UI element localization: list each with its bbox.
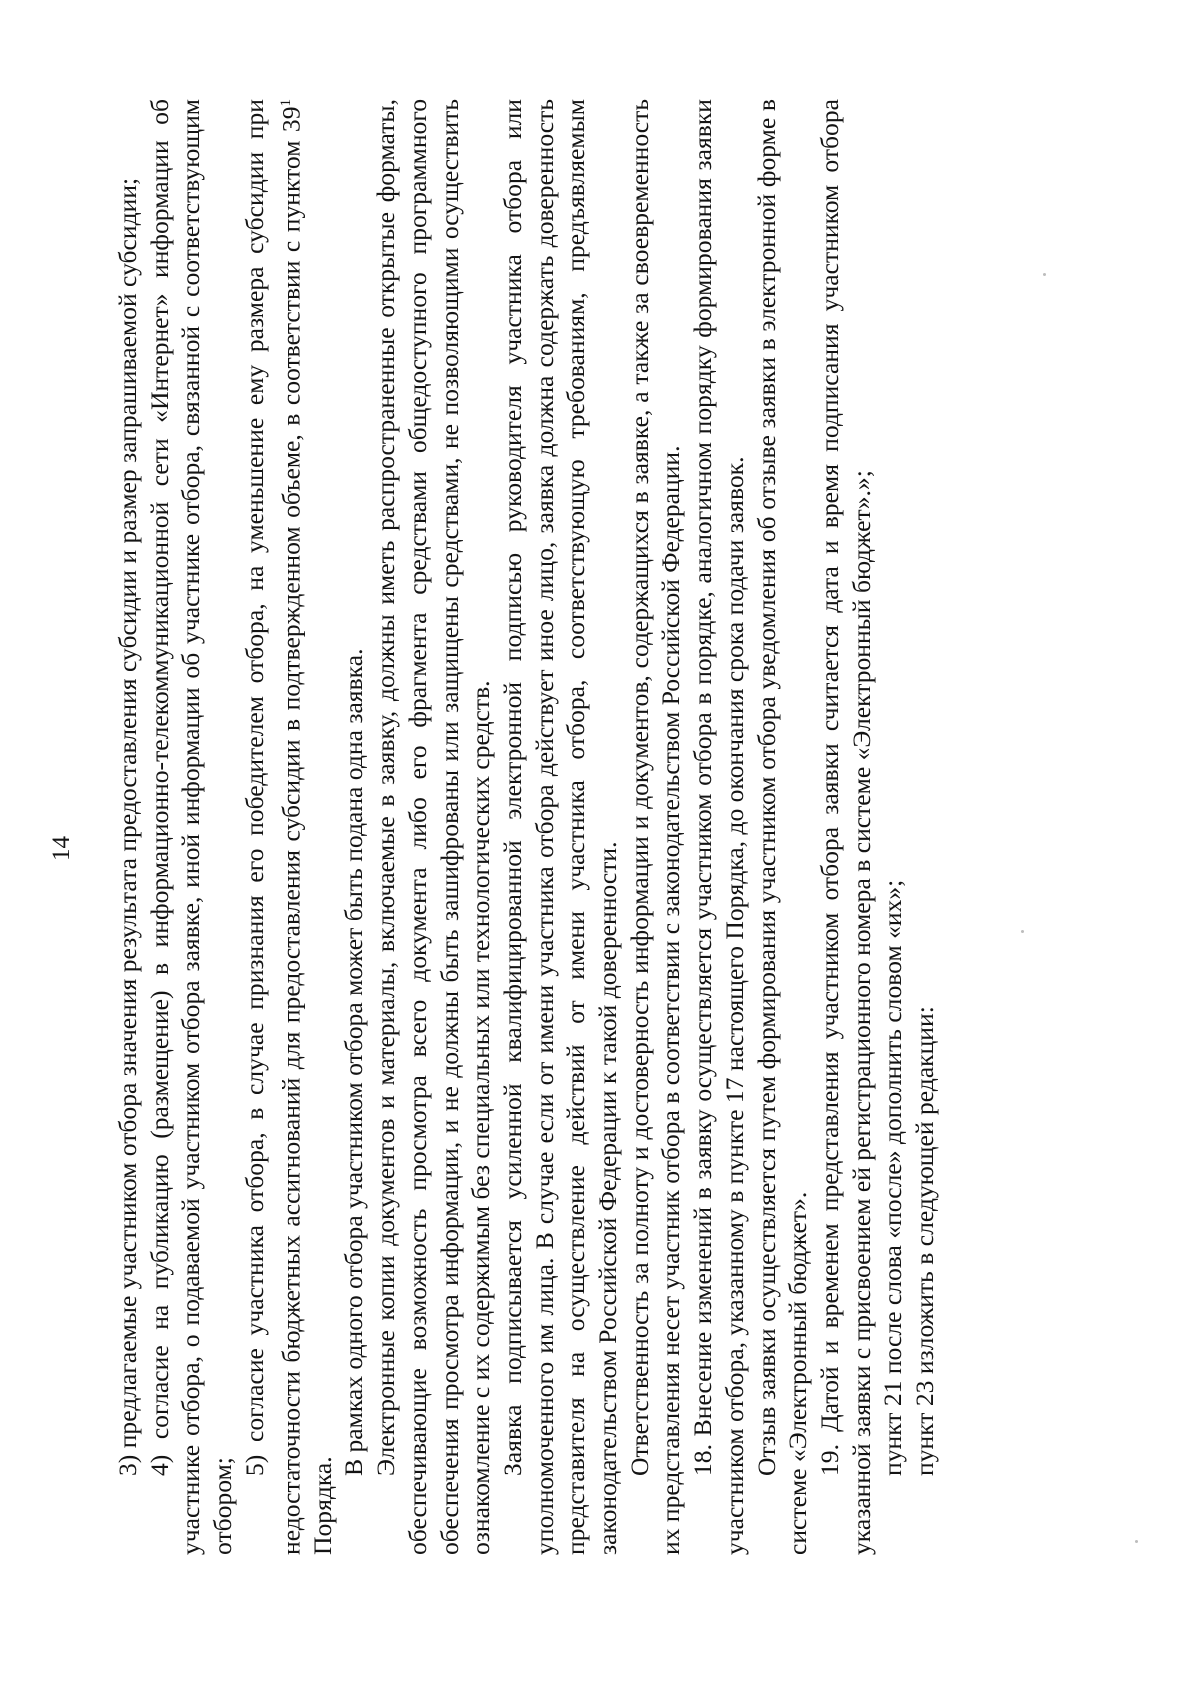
paragraph-item-4: 4) согласие на публикацию (размещение) в информационно-телекоммуникационной сети «Интернет» информации об участнике отбора, о подаваемой участником отбора заявке, иной информации об участнике отбора, связанной с соответствующим отбором;: [144, 99, 238, 1555]
paragraph-clause-18: 18. Внесение изменений в заявку осуществляется участником отбора в порядке, аналогичном порядку формирования заявки участником отбора, указанному в пункте 17 настоящего Порядка, до окончания срока подачи заявок.: [688, 99, 749, 1555]
paragraph-clause-21: пункт 21 после слова «после» дополнить словом «их»;: [878, 879, 908, 1476]
paragraph-clause-19: 19. Датой и временем представления участником отбора заявки считается дата и время подписания участником отбора указанной заявки с присвоением ей регистрационного номера в системе «Электронный бюджет».»;: [815, 99, 876, 1555]
paragraph-one-application: В рамках одного отбора участником отбора может быть подана одна заявка.: [339, 648, 369, 1476]
page-number: 14: [48, 836, 75, 861]
paragraph-signature: Заявка подписывается усиленной квалифицированной электронной подписью руководителя участника отбора или уполномоченного им лица. В случае если от имени участника отбора действует иное лицо, заявка должна содержать доверенность представителя на осуществление действий от имени участника отбора, соответствующую требованиям, предъявляемым законодательством Российской Федерации к такой доверенности.: [497, 99, 623, 1555]
scan-speck: [1135, 1540, 1138, 1543]
superscript: 1: [277, 99, 294, 107]
paragraph-clause-23: пункт 23 изложить в следующей редакции:: [910, 1006, 940, 1476]
paragraph-responsibility: Ответственность за полноту и достоверность информации и документов, содержащихся в заявке, а также за своевременность их представления несет участник отбора в соответствии с законодательством Российской Федерации.: [624, 99, 686, 1555]
scan-speck: [1021, 930, 1024, 933]
paragraph-item-3: 3) предлагаемые участником отбора значения результата предоставления субсидии и размер запрашиваемой субсидии;: [113, 177, 142, 1476]
paragraph-electronic-copies: Электронные копии документов и материалы, включаемые в заявку, должны иметь распространенные открытые форматы, обеспечивающие возможность просмотра всего документа либо его фрагмента средствами общедоступного программного обеспечения просмотра информации, и не должны быть зашифрованы или защищены средствами, не позволяющими осуществить ознакомление с их содержимым без специальных или технологических средств.: [371, 99, 496, 1555]
paragraph-item-5: 5) согласие участника отбора, в случае признания его победителем отбора, на уменьшение ему размера субсидии при недостаточности бюджетных ассигнований для предоставления субсидии в подтвержденном объеме, в соответствии с пунктом $39^1$ Порядка.: [239, 99, 337, 1555]
paragraph-withdrawal: Отзыв заявки осуществляется путем формирования участником отбора уведомления об отзыве заявки в электронной форме в системе «Электронный бюджет».: [751, 99, 813, 1555]
document-body: [112, 99, 941, 1555]
scan-speck: [1043, 273, 1046, 276]
